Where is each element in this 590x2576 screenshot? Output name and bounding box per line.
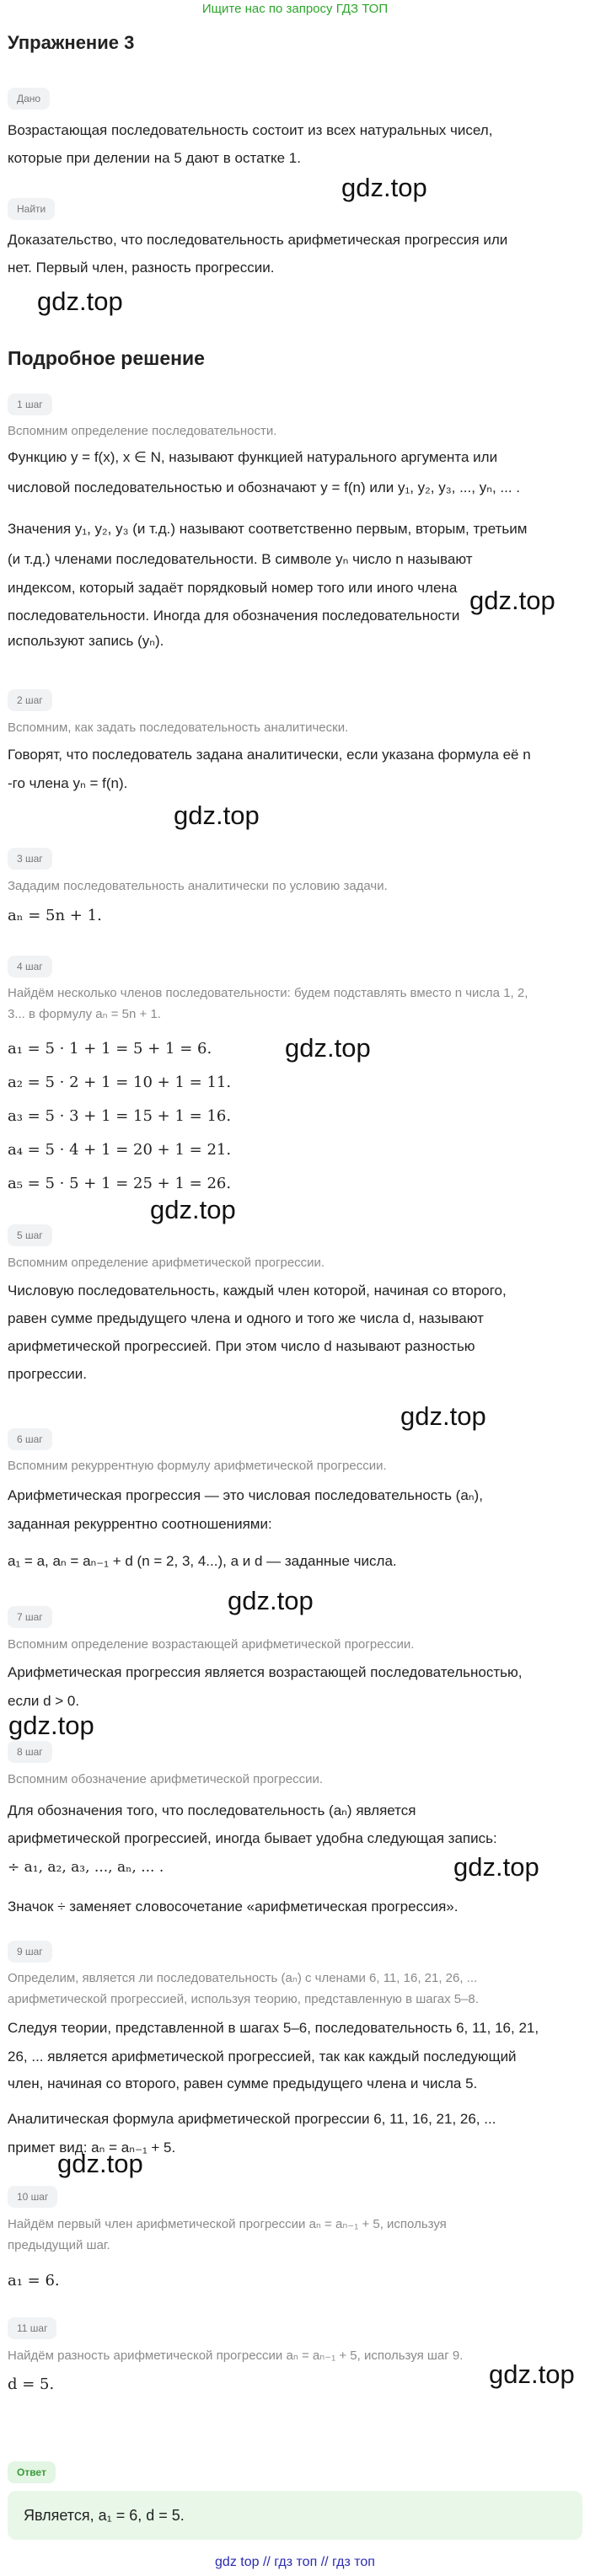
- step-hint: предыдущий шаг.: [8, 2238, 110, 2252]
- step-badge: 8 шаг: [8, 1741, 52, 1763]
- step-formula: a₁ = 6.: [8, 2272, 60, 2289]
- formula-row: a₄ = 5 · 4 + 1 = 20 + 1 = 21.: [8, 1141, 232, 1159]
- step-text: Следуя теории, представленной в шагах 5–6, последовательность 6, 11, 16, 21,: [8, 2020, 539, 2036]
- step-text: член, начиная со второго, равен сумме предыдущего члена и числа 5.: [8, 2075, 478, 2091]
- step-badge: 4 шаг: [8, 956, 52, 977]
- formula-row: a₅ = 5 · 5 + 1 = 25 + 1 = 26.: [8, 1175, 232, 1192]
- step-text: a₁ = a, aₙ = aₙ₋₁ + d (n = 2, 3, 4...), a и d — заданные числа.: [8, 1553, 397, 1569]
- step-text: арифметической прогрессией, иногда бывает удобна следующая запись:: [8, 1830, 497, 1846]
- step-badge: 9 шаг: [8, 1941, 52, 1963]
- watermark: gdz.top: [453, 1852, 539, 1882]
- step-hint: Вспомним определение последовательности.: [8, 424, 277, 438]
- step-badge: 1 шаг: [8, 394, 52, 415]
- step-text: Арифметическая прогрессия является возрастающей последовательностью,: [8, 1664, 523, 1680]
- step-text: Аналитическая формула арифметической прогрессии 6, 11, 16, 21, 26, ...: [8, 2111, 496, 2127]
- step-formula: d = 5.: [8, 2375, 55, 2393]
- step-text: если d > 0.: [8, 1693, 80, 1709]
- step-hint: Вспомним обозначение арифметической прогрессии.: [8, 1772, 324, 1786]
- step-text: арифметической прогрессией. При этом число d называют разностью: [8, 1338, 475, 1354]
- watermark: gdz.top: [228, 1586, 314, 1615]
- step-formula: ÷ a₁, a₂, a₃, ..., aₙ, ... .: [8, 1859, 164, 1876]
- formula-row: a₃ = 5 · 3 + 1 = 15 + 1 = 16.: [8, 1107, 232, 1125]
- watermark: gdz.top: [341, 173, 427, 202]
- step-text: Говорят, что последователь задана аналитически, если указана формула её n: [8, 747, 531, 763]
- step-hint: Вспомним рекуррентную формулу арифметической прогрессии.: [8, 1459, 387, 1473]
- watermark: gdz.top: [174, 801, 260, 830]
- step-badge: 5 шаг: [8, 1224, 52, 1246]
- step-text: Для обозначения того, что последовательность (aₙ) является: [8, 1802, 416, 1818]
- step-hint: Найдём разность арифметической прогрессии aₙ = aₙ₋₁ + 5, используя шаг 9.: [8, 2348, 464, 2363]
- step-text: Арифметическая прогрессия — это числовая последовательность (aₙ),: [8, 1487, 483, 1503]
- answer-text: Является, a₁ = 6, d = 5.: [24, 2507, 185, 2524]
- formula-row: a₁ = 5 · 1 + 1 = 5 + 1 = 6.: [8, 1040, 212, 1058]
- given-text-line-2: которые при делении на 5 дают в остатке 1.: [8, 150, 301, 166]
- step-hint: Зададим последовательность аналитически по условию задачи.: [8, 879, 388, 893]
- step-text: -го члена yₙ = f(n).: [8, 775, 128, 791]
- find-badge: Найти: [8, 198, 55, 220]
- step-text: заданная рекуррентно соотношениями:: [8, 1516, 272, 1532]
- step-text: 26, ... является арифметической прогрессией, так как каждый последующий: [8, 2048, 517, 2065]
- step-text: последовательности. Иногда для обозначения последовательности: [8, 608, 460, 624]
- footer-links[interactable]: gdz top // гдз топ // гдз топ: [215, 2555, 375, 2569]
- step-text: числовой последовательностью и обозначают y = f(n) или y₁, y₂, y₃, ..., yₙ, ... .: [8, 479, 521, 495]
- top-banner[interactable]: Ищите нас по запросу ГДЗ ТОП: [201, 2, 389, 16]
- find-text-line-1: Доказательство, что последовательность арифметическая прогрессия или: [8, 232, 508, 248]
- page-title: Упражнение 3: [8, 32, 135, 53]
- step-hint: арифметической прогрессией, используя теорию, представленную в шагах 5–8.: [8, 1992, 479, 2006]
- step-formula: aₙ = 5n + 1.: [8, 907, 102, 924]
- find-text-line-2: нет. Первый член, разность прогрессии.: [8, 260, 275, 276]
- step-badge: 7 шаг: [8, 1606, 52, 1628]
- step-hint: Определим, является ли последовательность (aₙ) с членами 6, 11, 16, 21, 26, ...: [8, 1971, 478, 1985]
- step-text: индексом, который задаёт порядковый номер того или иного члена: [8, 580, 458, 596]
- step-hint: Вспомним определение возрастающей арифметической прогрессии.: [8, 1637, 415, 1652]
- watermark: gdz.top: [489, 2359, 575, 2389]
- step-text: Числовую последовательность, каждый член которой, начиная со второго,: [8, 1283, 507, 1299]
- step-badge: 10 шаг: [8, 2186, 57, 2208]
- answer-badge: Ответ: [8, 2461, 56, 2483]
- step-hint: Вспомним, как задать последовательность аналитически.: [8, 720, 349, 735]
- watermark: gdz.top: [400, 1401, 486, 1431]
- step-text: используют запись (yₙ).: [8, 633, 164, 649]
- watermark: gdz.top: [37, 287, 123, 316]
- step-text: (и т.д.) членами последовательности. В символе yₙ число n называют: [8, 551, 473, 567]
- step-text: Значок ÷ заменяет словосочетание «арифметическая прогрессия».: [8, 1899, 459, 1915]
- step-badge: 6 шаг: [8, 1428, 52, 1450]
- step-text: примет вид: aₙ = aₙ₋₁ + 5.: [8, 2140, 176, 2156]
- step-badge: 2 шаг: [8, 689, 52, 711]
- step-badge: 3 шаг: [8, 848, 52, 870]
- step-hint: Найдём несколько членов последовательности: будем подставлять вместо n числа 1, 2,: [8, 986, 528, 1000]
- solution-title: Подробное решение: [8, 347, 205, 369]
- watermark: gdz.top: [57, 2149, 143, 2178]
- formula-row: a₂ = 5 · 2 + 1 = 10 + 1 = 11.: [8, 1074, 232, 1091]
- step-text: Значения y₁, y₂, y₃ (и т.д.) называют соответственно первым, вторым, третьим: [8, 521, 528, 537]
- watermark: gdz.top: [150, 1195, 236, 1224]
- step-hint: Вспомним определение арифметической прогрессии.: [8, 1256, 325, 1270]
- watermark: gdz.top: [285, 1033, 371, 1063]
- watermark: gdz.top: [8, 1711, 94, 1740]
- step-hint: 3... в формулу aₙ = 5n + 1.: [8, 1007, 161, 1021]
- given-badge: Дано: [8, 88, 50, 110]
- step-text: Функцию y = f(x), x ∈ N, называют функцией натурального аргумента или: [8, 449, 498, 465]
- step-hint: Найдём первый член арифметической прогрессии aₙ = aₙ₋₁ + 5, используя: [8, 2217, 447, 2231]
- step-text: прогрессии.: [8, 1366, 87, 1382]
- step-badge: 11 шаг: [8, 2317, 56, 2339]
- given-text-line-1: Возрастающая последовательность состоит из всех натуральных чисел,: [8, 122, 493, 138]
- watermark: gdz.top: [469, 586, 555, 615]
- step-text: равен сумме предыдущего члена и одного и того же числа d, называют: [8, 1310, 484, 1326]
